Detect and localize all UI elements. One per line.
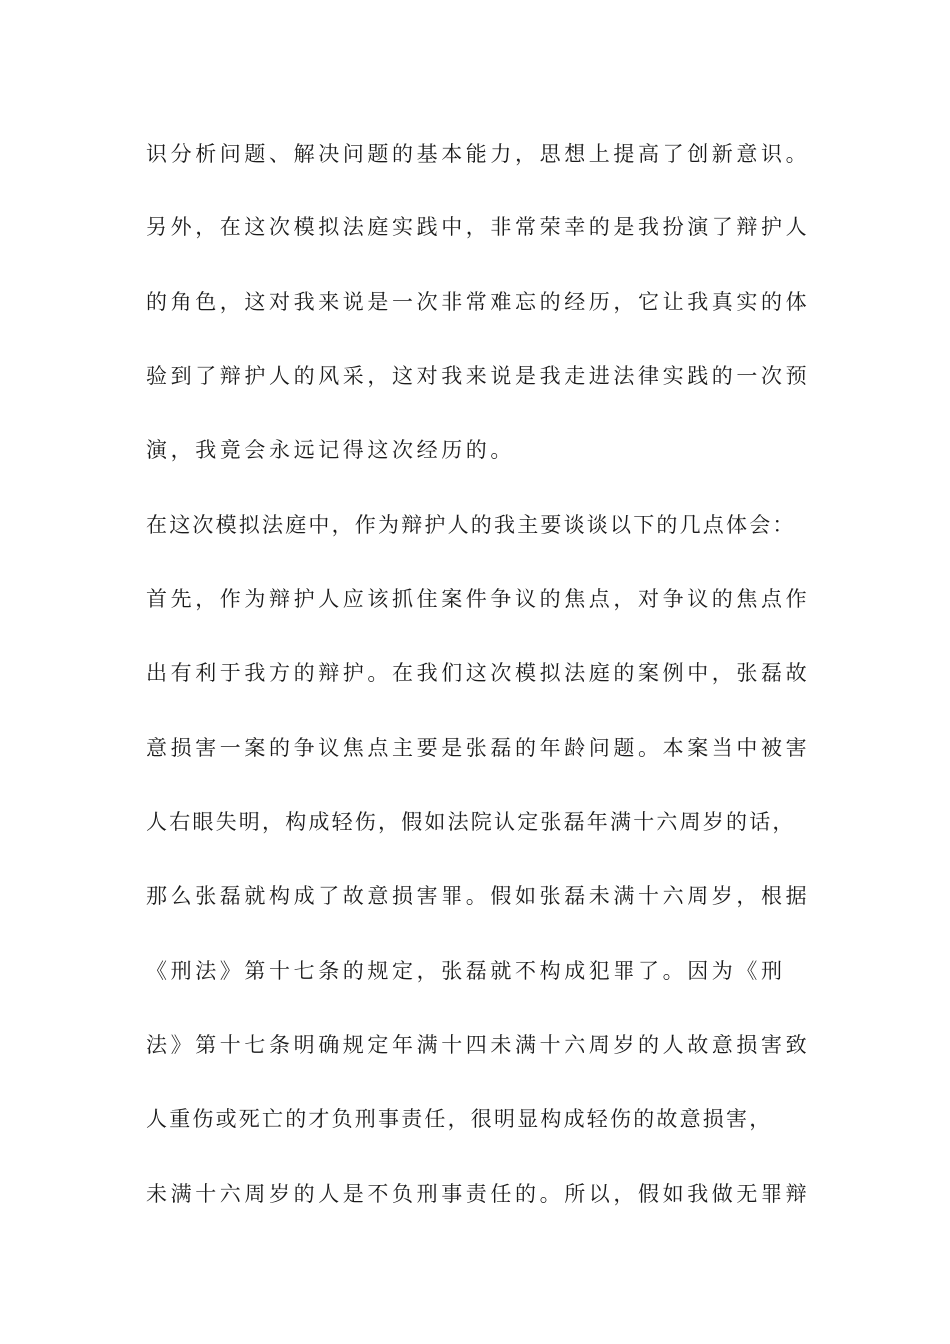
text-line: 未满十六周岁的人是不负刑事责任的。所以，假如我做无罪辩 bbox=[146, 1182, 811, 1206]
text-line: 在这次模拟法庭中，作为辩护人的我主要谈谈以下的几点体会： bbox=[146, 513, 796, 537]
text-line: 首先，作为辩护人应该抓住案件争议的焦点，对争议的焦点作 bbox=[146, 587, 811, 611]
text-line: 《刑法》第十七条的规定，张磊就不构成犯罪了。因为《刑 bbox=[146, 959, 786, 983]
text-line: 法》第十七条明确规定年满十四未满十六周岁的人故意损害致 bbox=[146, 1033, 811, 1057]
text-line: 验到了辩护人的风采，这对我来说是我走进法律实践的一次预 bbox=[146, 364, 811, 388]
text-line: 演，我竟会永远记得这次经历的。 bbox=[146, 438, 515, 462]
text-line: 出有利于我方的辩护。在我们这次模拟法庭的案例中，张磊故 bbox=[146, 661, 811, 685]
text-line: 人重伤或死亡的才负刑事责任，很明显构成轻伤的故意损害， bbox=[146, 1107, 773, 1131]
text-line: 识分析问题、解决问题的基本能力，思想上提高了创新意识。 bbox=[146, 142, 811, 166]
text-line: 意损害一案的争议焦点主要是张磊的年龄问题。本案当中被害 bbox=[146, 736, 811, 760]
text-line: 人右眼失明，构成轻伤，假如法院认定张磊年满十六周岁的话， bbox=[146, 810, 796, 834]
text-line: 的角色，这对我来说是一次非常难忘的经历，它让我真实的体 bbox=[146, 290, 811, 314]
text-line: 那么张磊就构成了故意损害罪。假如张磊未满十六周岁，根据 bbox=[146, 884, 811, 908]
text-line: 另外，在这次模拟法庭实践中，非常荣幸的是我扮演了辩护人 bbox=[146, 215, 811, 239]
